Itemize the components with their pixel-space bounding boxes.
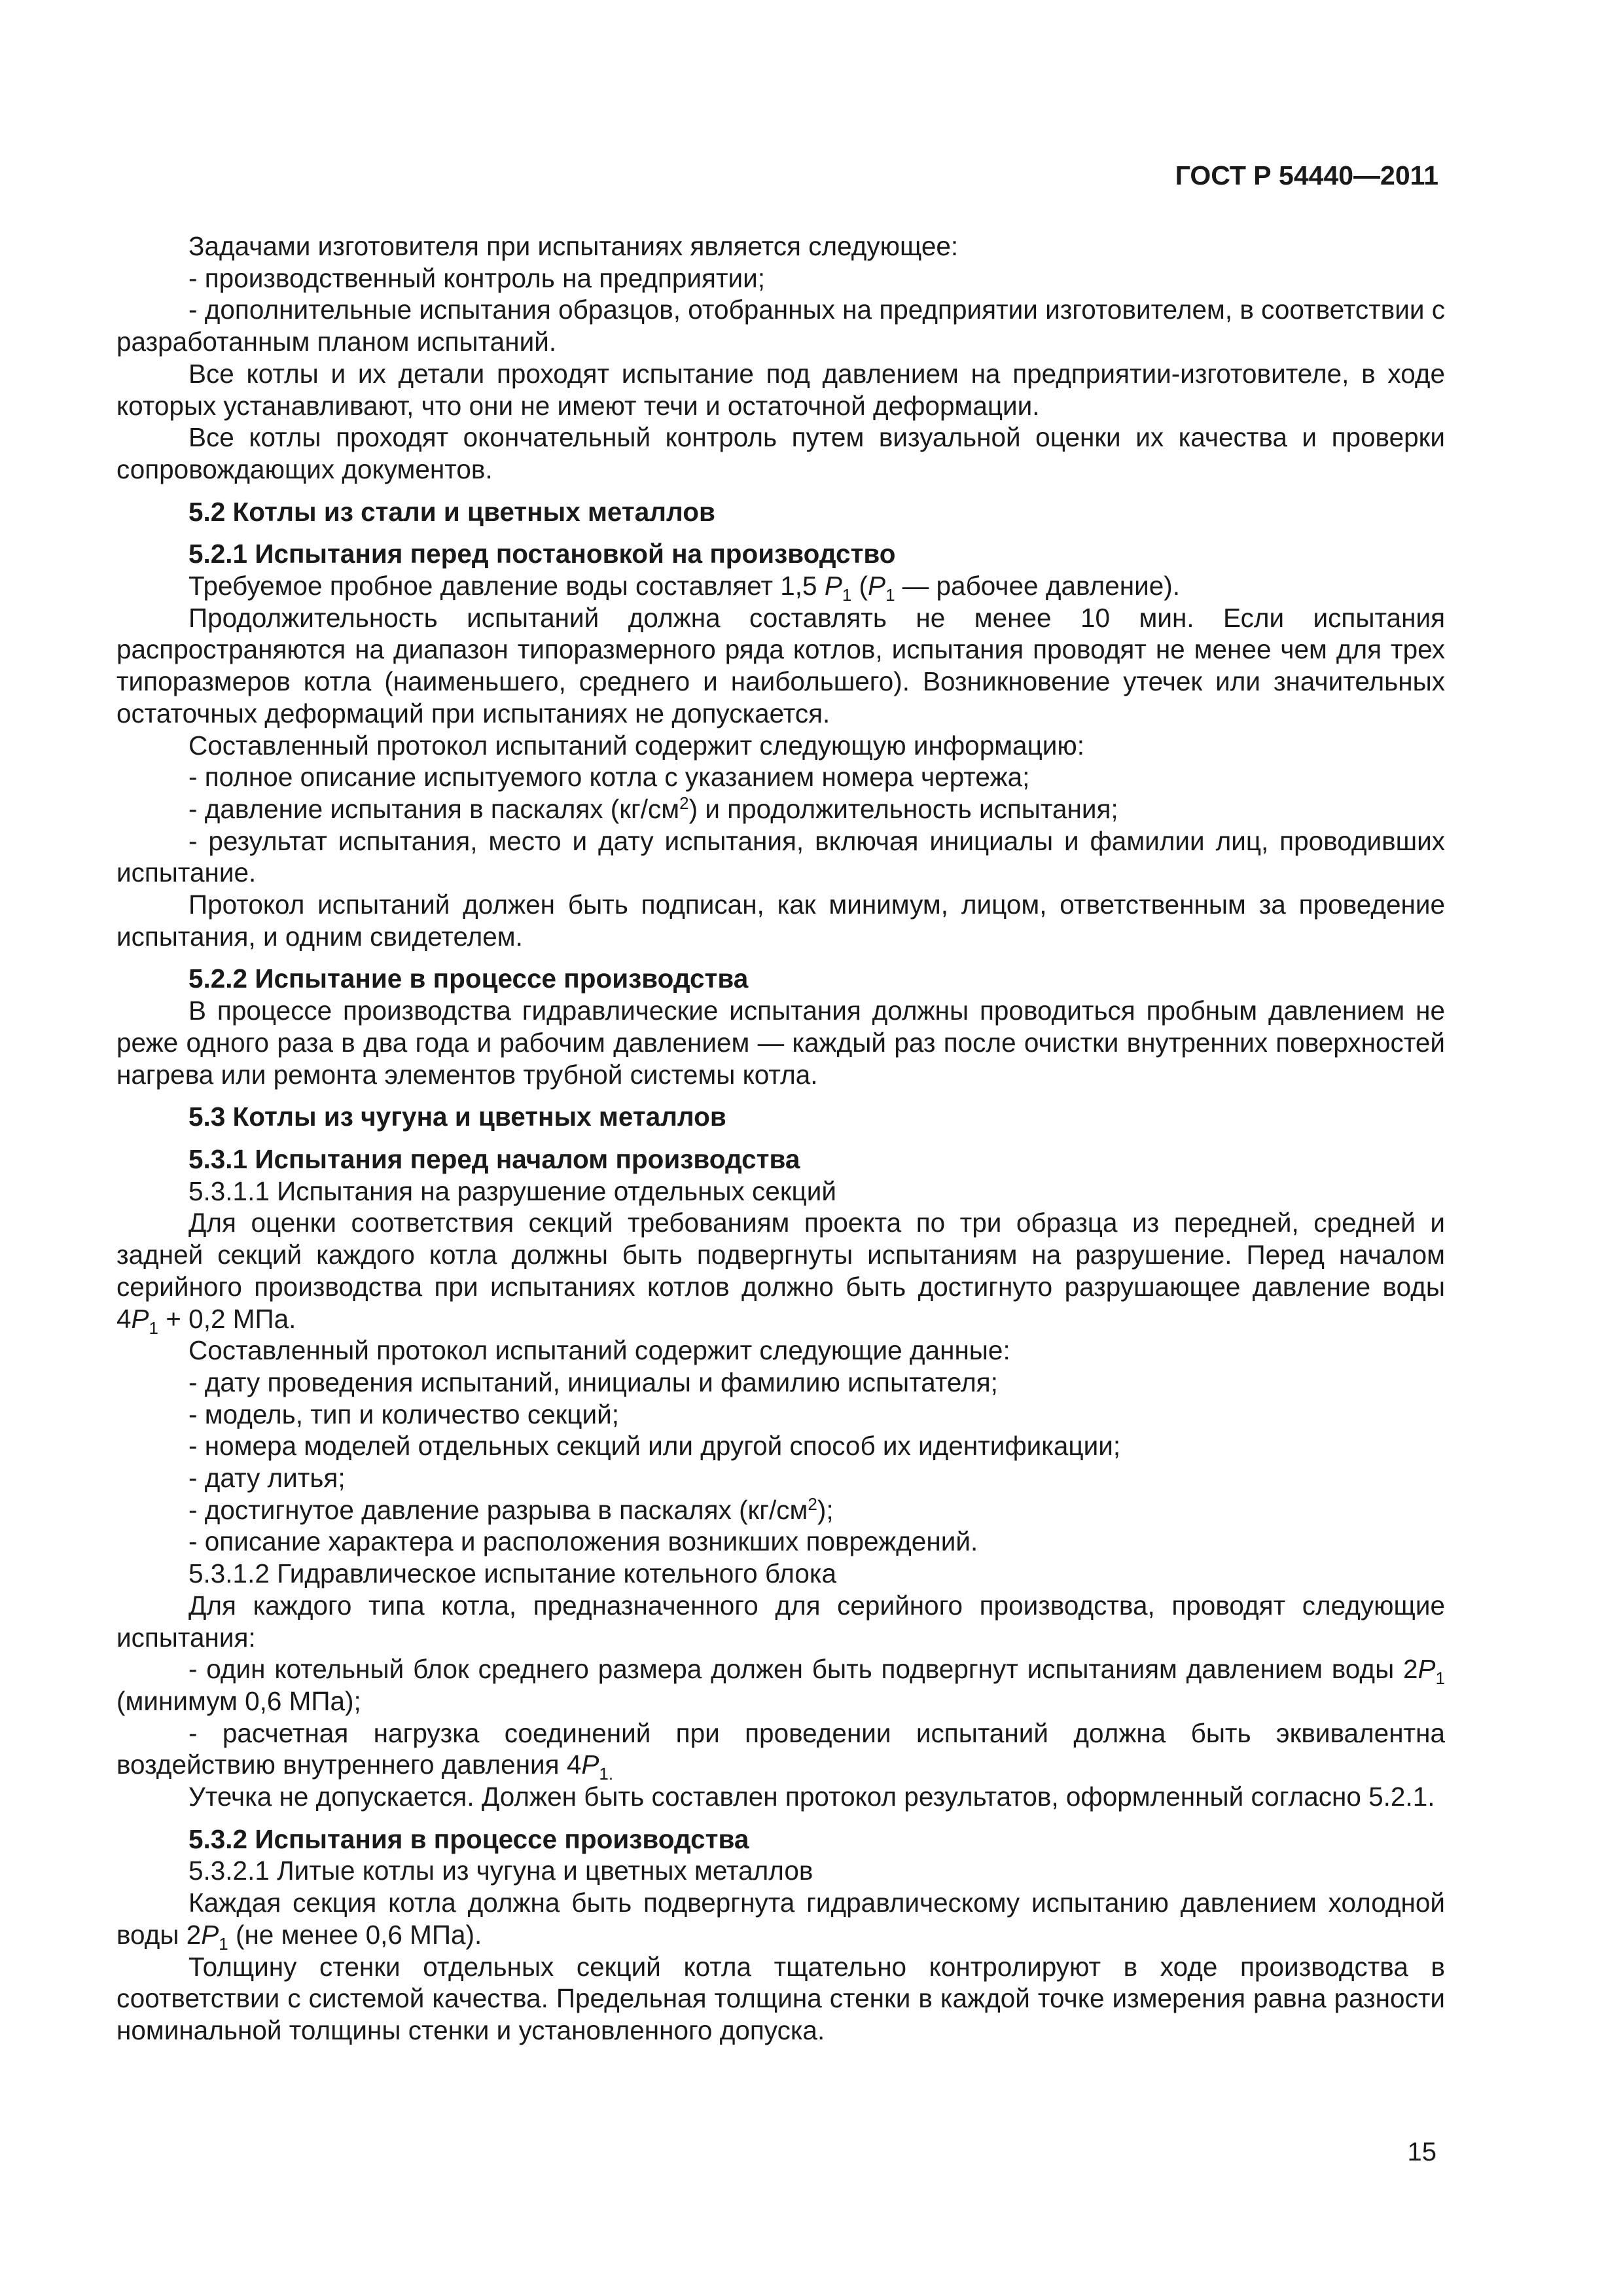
paragraph: - полное описание испытуемого котла с указанием номера чертежа; bbox=[188, 762, 1030, 793]
paragraph: Каждая секция котла должна быть подвергнута гидравлическому испытанию давлением холодной воды $2P_1$ (не менее 0,6 МПа). bbox=[116, 1888, 1445, 1954]
paragraph: Составленный протокол испытаний содержит следующие данные: bbox=[188, 1335, 1010, 1366]
paragraph: Требуемое пробное давление воды составляет 1,5 $P_1$ ($P_1$ — рабочее давление). bbox=[188, 571, 1180, 605]
section-heading: 5.2.2 Испытание в процессе производства bbox=[188, 963, 749, 994]
section-heading: 5.3 Котлы из чугуна и цветных металлов bbox=[188, 1102, 726, 1132]
paragraph: - модель, тип и количество секций; bbox=[188, 1399, 620, 1429]
section-heading: 5.3.2 Испытания в процессе производства bbox=[188, 1823, 749, 1854]
section-heading: 5.3.1 Испытания перед началом производства bbox=[188, 1143, 800, 1174]
paragraph: Утечка не допускается. Должен быть составлен протокол результатов, оформленный согласно 5.2.1. bbox=[188, 1782, 1435, 1812]
paragraph: - номера моделей отдельных секций или другой способ их идентификации; bbox=[188, 1431, 1121, 1462]
paragraph: Задачами изготовителя при испытаниях является следующее: bbox=[188, 231, 959, 261]
paragraph: - один котельный блок среднего размера должен быть подвергнут испытаниям давлением воды $2P_1$ (минимум 0,6 МПа); bbox=[116, 1654, 1445, 1716]
document-body bbox=[116, 230, 1445, 2047]
paragraph: Толщину стенки отдельных секций котла тщательно контролируют в ходе производства в соответствии с системой качества. Предельная толщина стенки в каждой точке измерения равна разности номинальной толщины стенки и установленного допуска. bbox=[116, 1951, 1445, 2045]
document-id-header: ГОСТ Р 54440—2011 bbox=[1175, 160, 1438, 190]
paragraph: - дополнительные испытания образцов, отобранных на предприятии изготовителем, в соответствии с разработанным планом испытаний. bbox=[116, 295, 1445, 357]
paragraph: 5.3.1.2 Гидравлическое испытание котельного блока bbox=[188, 1558, 837, 1589]
paragraph: Все котлы и их детали проходят испытание под давлением на предприятии-изготовителе, в ходе которых устанавливают, что они не имеют течи и остаточной деформации. bbox=[116, 358, 1445, 421]
paragraph: Продолжительность испытаний должна составлять не менее 10 мин. Если испытания распространяются на диапазон типоразмерного ряда котлов, испытания проводят не менее чем для трех типоразмеров котла (наименьшего, среднего и наибольшего). Возникновение утечек или значительных остаточных деформаций при испытаниях не допускается. bbox=[116, 602, 1445, 728]
paragraph: - достигнутое давление разрыва в паскалях $(кг/см^2)$; bbox=[188, 1494, 834, 1525]
section-heading: 5.2 Котлы из стали и цветных металлов bbox=[188, 496, 715, 527]
paragraph: - результат испытания, место и дату испытания, включая инициалы и фамилии лиц, проводивших испытание. bbox=[116, 825, 1445, 888]
section-heading: 5.2.1 Испытания перед постановкой на производство bbox=[188, 539, 896, 569]
paragraph: - дату литья; bbox=[188, 1463, 346, 1494]
paragraph: - производственный контроль на предприятии; bbox=[188, 262, 766, 293]
paragraph: Для оценки соответствия секций требованиям проекта по три образца из передней, средней и задней секций каждого котла должны быть подвергнуты испытаниям на разрушение. Перед началом серийного производства при испытаниях котлов должно быть достигнуто разрушающее давление воды $4P_1 + 0,2$ МПа. bbox=[116, 1208, 1445, 1338]
page-number: 15 bbox=[1407, 2138, 1436, 2166]
paragraph: 5.3.1.1 Испытания на разрушение отдельных секций bbox=[188, 1175, 836, 1206]
paragraph: Составленный протокол испытаний содержит следующую информацию: bbox=[188, 730, 1085, 761]
paragraph: - описание характера и расположения возникших повреждений. bbox=[188, 1526, 978, 1557]
paragraph: 5.3.2.1 Литые котлы из чугуна и цветных металлов bbox=[188, 1856, 813, 1886]
paragraph: - давление испытания в паскалях $(кг/см^2)$ и продолжительность испытания; bbox=[188, 793, 1118, 824]
paragraph: Все котлы проходят окончательный контроль путем визуальной оценки их качества и проверки сопровождающих документов. bbox=[116, 422, 1445, 484]
paragraph: В процессе производства гидравлические испытания должны проводиться пробным давлением не реже одного раза в два года и рабочим давлением — каждый раз после очистки внутренних поверхностей нагрева или ремонта элементов трубной системы котла. bbox=[116, 996, 1445, 1090]
paragraph: - дату проведения испытаний, инициалы и фамилию испытателя; bbox=[188, 1367, 998, 1397]
paragraph: Протокол испытаний должен быть подписан, как минимум, лицом, ответственным за проведение испытания, и одним свидетелем. bbox=[116, 889, 1445, 952]
paragraph: - расчетная нагрузка соединений при проведении испытаний должна быть эквивалентна воздействию внутреннего давления $4P_{1.}$ bbox=[116, 1717, 1445, 1784]
paragraph: Для каждого типа котла, предназначенного для серийного производства, проводят следующие испытания: bbox=[116, 1590, 1445, 1653]
